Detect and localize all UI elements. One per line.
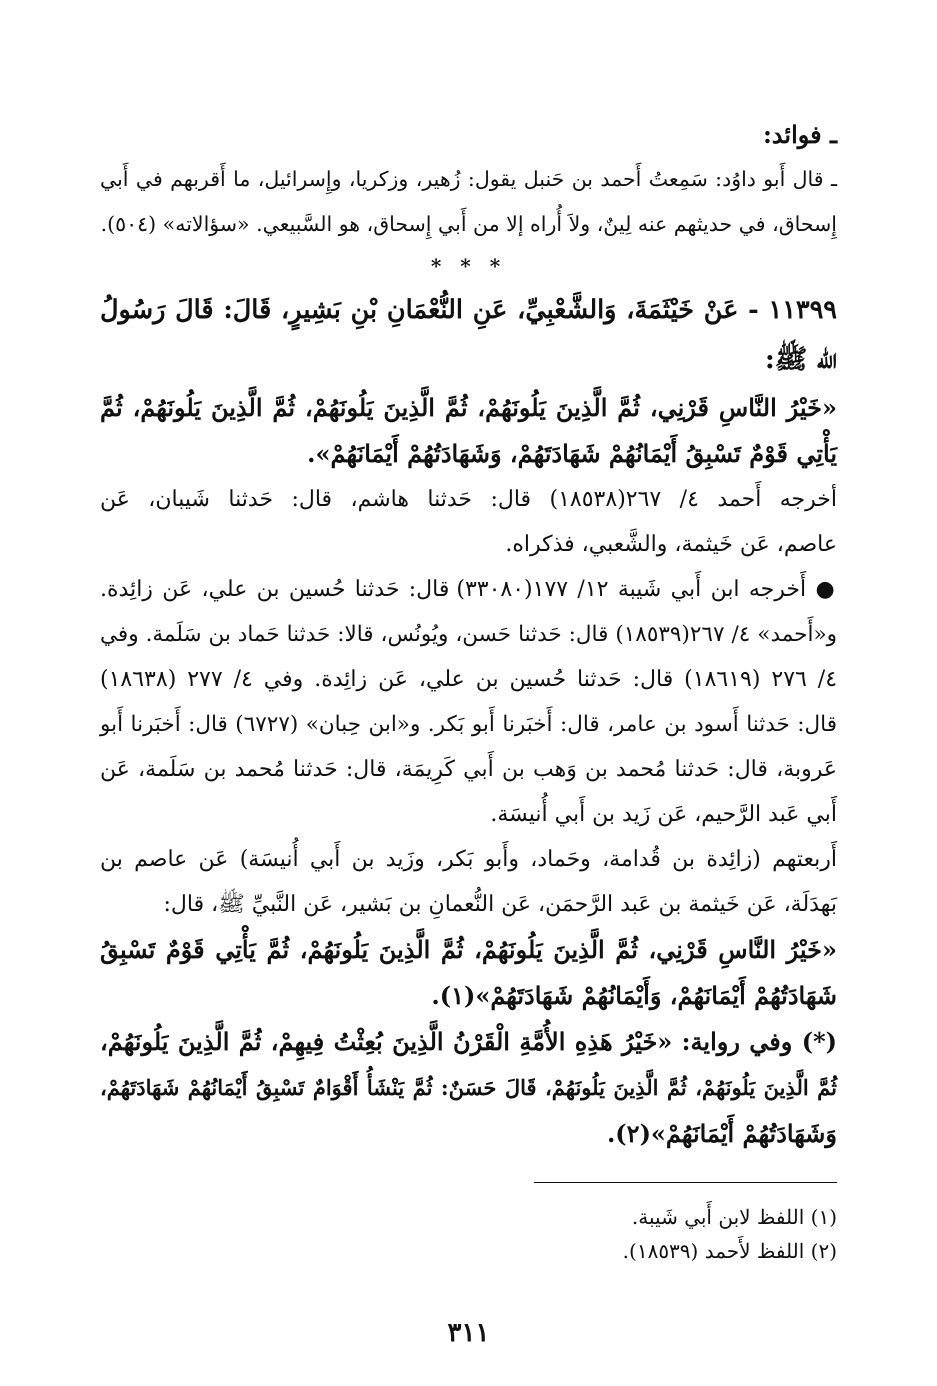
combined-chain-line: بَهدَلَة، عَن خَيثمة بن عَبد الرَّحمَن، عَن النُّعمانِ بن بَشير، عَن النَّبيِّ ﷺ، قال: — [163, 892, 837, 917]
hadith-text-2: «خَيْرُ النَّاسِ قَرْنِي، ثُمَّ الَّذِينَ يَلُونَهُمْ، ثُمَّ الَّذِينَ يَلُونَهُمْ، ثُمَّ يَأْتِي قَوْمٌ تَسْبِقُ — [100, 935, 837, 964]
narration-variant: ثُمَّ الَّذِينَ يَلُونَهُمْ، ثُمَّ الَّذِينَ يَلُونَهُمْ، قَالَ حَسَنٌ: ثُمَّ يَنْشَأُ أَقْوَامٌ تَسْبِقُ أَيْمَانُهُمْ شَهَادَتَهُمْ، — [100, 1075, 837, 1100]
narration-variant: وَشَهَادَتُهُمْ أَيْمَانَهُمْ»(٢). — [606, 1119, 837, 1148]
main-text — [100, 112, 837, 1157]
bullet-takhrij-line: و«أَحمد» ٤/ ٢٦٧(١٨٥٣٩) قال: حَدثنا حَسن، ويُونُس، قالا: حَدثنا حَماد بن سَلَمة. وفي — [100, 622, 837, 647]
narration-variant: (*) وفي رواية: «خَيْرُ هَذِهِ الأُمَّةِ الْقَرْنُ الَّذِينَ بُعِثْتُ فِيهِمْ، ثُمَّ الَّذِينَ يَلُونَهُمْ، — [100, 1027, 837, 1056]
hadith-text-2: شَهَادَتُهُمْ أَيْمَانَهُمْ، وَأَيْمَانُهُمْ شَهَادَتَهُمْ»(١). — [431, 981, 837, 1010]
section-separator: * * * — [430, 254, 507, 278]
footnotes — [300, 1200, 837, 1268]
takhrij-line: أخرجه أَحمد ٤/ ٢٦٧(١٨٥٣٨) قال: حَدثنا هاشم، قال: حَدثنا شَيبان، عَن — [100, 487, 837, 512]
bullet-takhrij-line: عَروبة، قال: حَدثنا مُحمد بن وَهب بن أَبي كَرِيمَة، قال: حَدثنا مُحمد بن سَلَمة، عَن — [100, 757, 837, 782]
footnote-divider — [534, 1182, 837, 1183]
page-number: ٣١١ — [447, 1318, 490, 1348]
benefits-line: ـ قال أَبو داوُد: سَمِعتُ أَحمد بن حَنبل يقول: زُهير، وزكريا، وإِسرائيل، ما أَقربهم في أَبي — [100, 167, 837, 191]
takhrij-line: عاصم، عَن خَيثمة، والشَّعبي، فذكراه. — [505, 532, 837, 557]
bullet-takhrij-line: قال: حَدثنا أَسود بن عامر، قال: أَخبَرنا أَبو بَكر. و«ابن حِبان» (٦٧٢٧) قال: أَخبَرنا أَبو — [100, 712, 837, 737]
footnote: (١) اللفظ لابن أَبي شَيبة. — [631, 1205, 837, 1229]
hadith-number-chain: ١١٣٩٩ - عَنْ خَيْثَمَةَ، وَالشَّعْبِيِّ، عَنِ النُّعْمَانِ بْنِ بَشِيرٍ، قَالَ: قَالَ رَسُولُ — [100, 295, 837, 325]
bullet-takhrij-line: ● أَخرجه ابن أَبي شَيبة ١٢/ ١٧٧(٣٣٠٨٠) قال: حَدثنا حُسين بن علي، عَن زائِدة. — [100, 577, 838, 602]
bullet-takhrij-line: أَبي عَبد الرَّحيم، عَن زَيد بن أَبي أُنيسَة. — [490, 802, 837, 827]
benefits-heading: ـ فوائد: — [762, 120, 837, 149]
footnote: (٢) اللفظ لأَحمد (١٨٥٣٩). — [622, 1239, 837, 1263]
bullet-takhrij-line: ٤/ ٢٧٦ (١٨٦١٩) قال: حَدثنا حُسين بن علي، عَن زائِدة. وفي ٤/ ٢٧٧ (١٨٦٣٨) — [100, 667, 838, 692]
hadith-text: يَأْتِي قَوْمٌ تَسْبِقُ أَيْمَانُهُمْ شَهَادَتَهُمْ، وَشَهَادَتُهُمْ أَيْمَانَهُمْ». — [307, 439, 837, 468]
hadith-number-chain: الله ﷺ: — [764, 344, 837, 375]
combined-chain-line: أَربعتهم (زائِدة بن قُدامة، وحَماد، وأَبو بَكر، وزَيد بن أَبي أُنيسَة) عَن عاصم بن — [100, 847, 837, 872]
benefits-line: إِسحاق، في حديثهم عنه لِينٌ، ولاَ أُراه إلا من أَبي إِسحاق، هو السَّبيعي. «سؤالاته» (٥٠٤). — [100, 212, 837, 236]
hadith-text: «خَيْرُ النَّاسِ قَرْنِي، ثُمَّ الَّذِينَ يَلُونَهُمْ، ثُمَّ الَّذِينَ يَلُونَهُمْ، ثُمَّ الَّذِينَ يَلُونَهُمْ، ثُمَّ — [100, 393, 837, 422]
